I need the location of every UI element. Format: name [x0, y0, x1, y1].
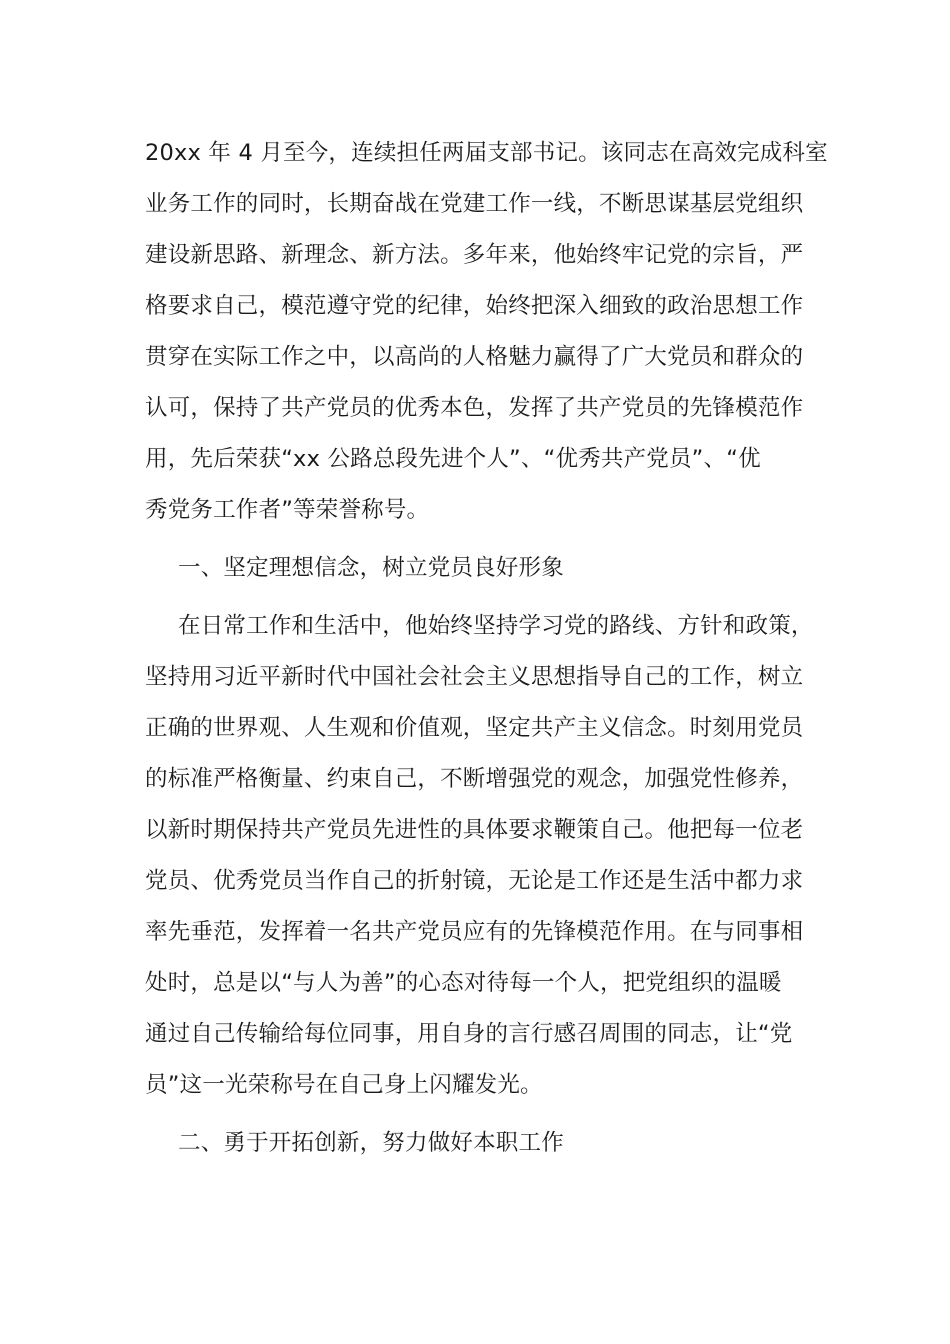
text-line: 建设新思路、新理念、新方法。多年来，他始终牢记党的宗旨，严 — [145, 242, 804, 268]
text-line: 贯穿在实际工作之中，以高尚的人格魅力赢得了广大党员和群众的 — [145, 344, 804, 370]
section-heading-2 — [145, 1118, 810, 1169]
heading-text: 二、勇于开拓创新，努力做好本职工作 — [178, 1130, 564, 1156]
text-line: 党员、优秀党员当作自己的折射镜，无论是工作还是生活中都力求 — [145, 868, 804, 894]
text-line: 坚持用习近平新时代中国社会社会主义思想指导自己的工作，树立 — [145, 664, 804, 690]
paragraph-intro — [145, 128, 828, 536]
paragraph-section-1 — [145, 601, 814, 1111]
document-body — [145, 128, 828, 1169]
text-line: 20xx 年 4 月至今，连续担任两届支部书记。该同志在高效完成科室 — [145, 140, 828, 166]
text-line: 率先垂范，发挥着一名共产党员应有的先锋模范作用。在与同事相 — [145, 919, 804, 945]
text-line: 格要求自己，模范遵守党的纪律，始终把深入细致的政治思想工作 — [145, 293, 804, 319]
text-line: 以新时期保持共产党员先进性的具体要求鞭策自己。他把每一位老 — [145, 817, 804, 843]
text-line: 处时，总是以“与人为善”的心态对待每一个人，把党组织的温暖 — [145, 970, 782, 996]
text-line: 用，先后荣获“xx 公路总段先进个人”、“优秀共产党员”、“优 — [145, 446, 761, 472]
text-line: 通过自己传输给每位同事，用自身的言行感召周围的同志，让“党 — [145, 1021, 793, 1047]
heading-text: 一、坚定理想信念，树立党员良好形象 — [178, 555, 564, 581]
text-line: 认可，保持了共产党员的优秀本色，发挥了共产党员的先锋模范作 — [145, 395, 804, 421]
text-line: 正确的世界观、人生观和价值观，坚定共产主义信念。时刻用党员 — [145, 715, 804, 741]
text-line: 的标准严格衡量、约束自己，不断增强党的观念，加强党性修养， — [145, 766, 804, 792]
text-line: 员”这一光荣称号在自己身上闪耀发光。 — [145, 1072, 543, 1098]
text-line: 业务工作的同时，长期奋战在党建工作一线，不断思谋基层党组织 — [145, 191, 804, 217]
text-line: 在日常工作和生活中，他始终坚持学习党的路线、方针和政策， — [178, 613, 814, 639]
text-line: 秀党务工作者”等荣誉称号。 — [145, 497, 430, 523]
section-heading-1 — [145, 543, 810, 594]
